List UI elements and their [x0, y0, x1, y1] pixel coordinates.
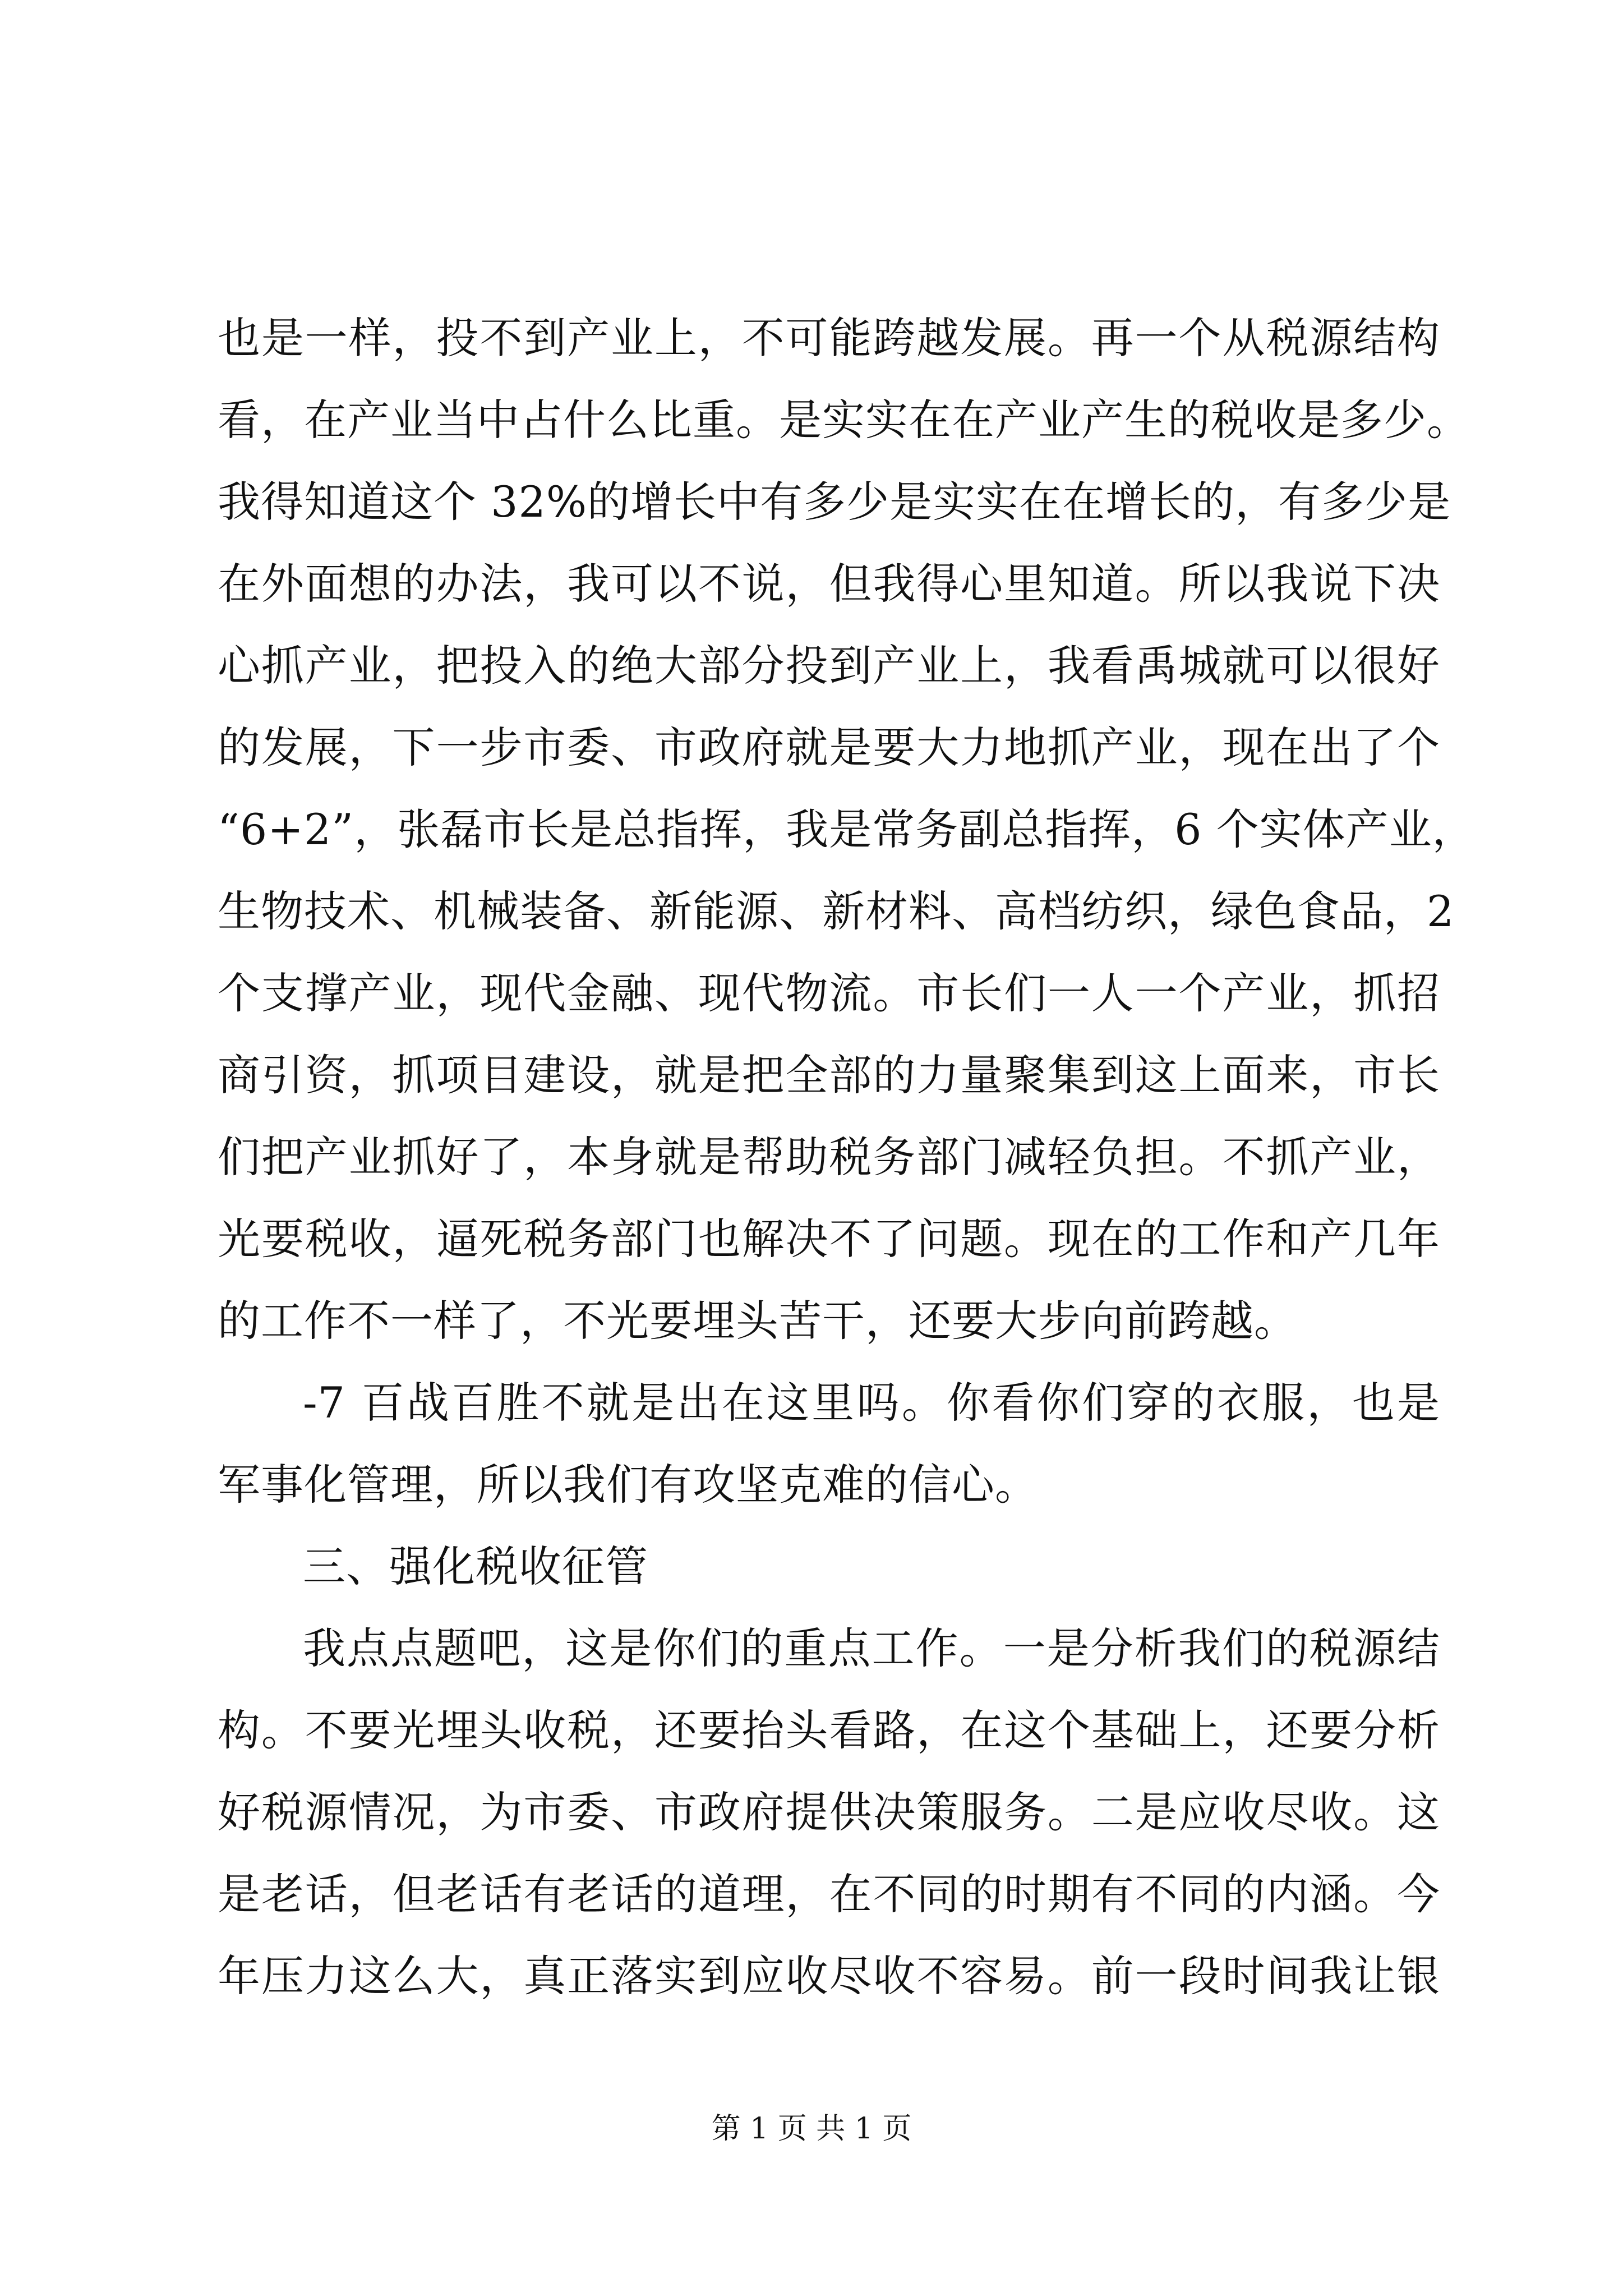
text-line: 光要税收，逼死税务部门也解决不了问题。现在的工作和产几年 — [218, 1214, 1440, 1264]
text-line: 军事化管理，所以我们有攻坚克难的信心。 — [218, 1460, 1038, 1510]
text-line: 我得知道这个 32%的增长中有多少是实实在在增长的，有多少是 — [218, 477, 1451, 527]
text-line: 生物技术、机械装备、新能源、新材料、高档纺织，绿色食品，2 — [218, 886, 1455, 936]
text-line: 的发展，下一步市委、市政府就是要大力地抓产业，现在出了个 — [218, 723, 1440, 772]
text-line: 们把产业抓好了，本身就是帮助税务部门减轻负担。不抓产业， — [218, 1132, 1440, 1182]
text-line: “6+2”，张磊市长是总指挥，我是常务副总指挥，6 个实体产业， — [218, 804, 1476, 854]
text-line: 心抓产业，把投入的绝大部分投到产业上，我看禹城就可以很好 — [218, 641, 1440, 691]
text-line: 也是一样，投不到产业上，不可能跨越发展。再一个从税源结构 — [218, 313, 1440, 363]
paragraph-first-line: -7 百战百胜不就是出在这里吗。你看你们穿的衣服，也是 — [303, 1378, 1440, 1428]
text-line: 个支撑产业，现代金融、现代物流。市长们一人一个产业，抓招 — [218, 968, 1440, 1018]
page-number-label: 第 1 页 共 1 页 — [711, 2112, 912, 2146]
text-line: 看，在产业当中占什么比重。是实实在在产业产生的税收是多少。 — [218, 395, 1470, 445]
text-line: 的工作不一样了，不光要埋头苦干，还要大步向前跨越。 — [218, 1296, 1297, 1346]
paragraph-first-line: 我点点题吧，这是你们的重点工作。一是分析我们的税源结 — [303, 1623, 1440, 1673]
text-line: 年压力这么大，真正落实到应收尽收不容易。前一段时间我让银 — [218, 1951, 1440, 2001]
section-heading: 三、强化税收征管 — [303, 1542, 648, 1591]
page-footer — [0, 2109, 1623, 2148]
text-line: 好税源情况，为市委、市政府提供决策服务。二是应收尽收。这 — [218, 1787, 1440, 1837]
text-line: 是老话，但老话有老话的道理，在不同的时期有不同的内涵。今 — [218, 1869, 1440, 1919]
document-body — [218, 297, 1476, 2017]
text-line: 商引资，抓项目建设，就是把全部的力量聚集到这上面来，市长 — [218, 1050, 1440, 1100]
text-line: 构。不要光埋头收税，还要抬头看路，在这个基础上，还要分析 — [218, 1705, 1440, 1755]
text-line: 在外面想的办法，我可以不说，但我得心里知道。所以我说下决 — [218, 559, 1440, 609]
